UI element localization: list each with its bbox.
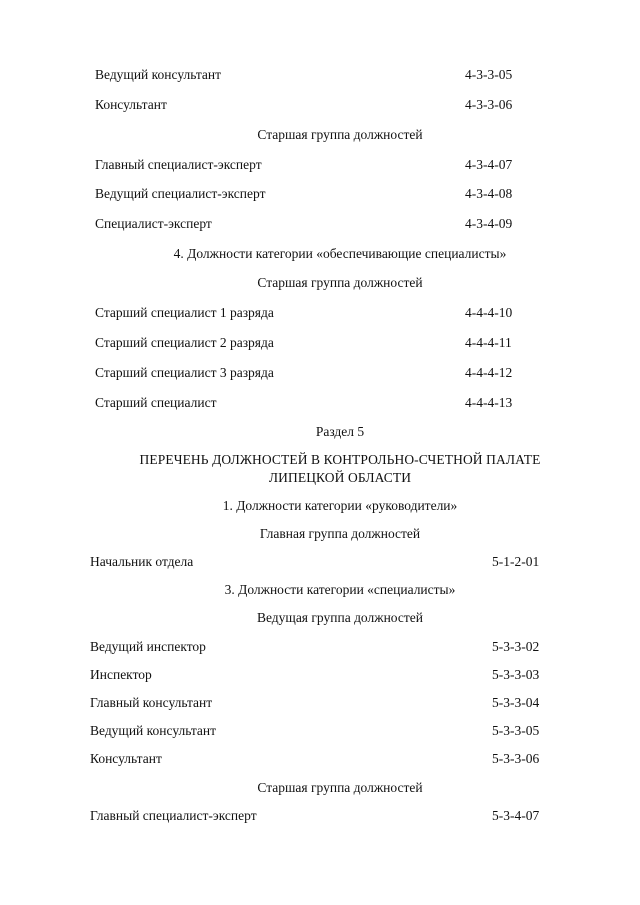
position-code: 4-4-4-13	[465, 395, 513, 410]
category-heading: 3. Должности категории «специалисты»	[224, 582, 456, 597]
position-code: 5-1-2-01	[492, 554, 540, 569]
group-heading: Старшая группа должностей	[257, 127, 423, 142]
position-name: Ведущий инспектор	[90, 639, 206, 654]
position-code: 4-4-4-12	[465, 365, 513, 380]
position-name: Консультант	[95, 97, 167, 112]
group-heading: Главная группа должностей	[259, 526, 421, 541]
category-heading: 4. Должности категории «обеспечивающие специалисты»	[173, 246, 507, 261]
position-name: Инспектор	[90, 667, 152, 682]
position-code: 4-3-4-09	[465, 216, 513, 231]
group-heading: Старшая группа должностей	[257, 780, 423, 795]
group-heading: Старшая группа должностей	[257, 275, 423, 290]
position-code: 4-3-3-06	[465, 97, 513, 112]
position-name: Специалист-эксперт	[95, 216, 212, 231]
position-code: 4-3-3-05	[465, 67, 513, 82]
group-heading: Ведущая группа должностей	[256, 610, 423, 625]
position-name: Ведущий консультант	[95, 67, 222, 82]
position-code: 5-3-3-05	[492, 723, 540, 738]
position-name: Главный консультант	[90, 695, 213, 710]
section-title-line-2: ЛИПЕЦКОЙ ОБЛАСТИ	[268, 470, 412, 485]
position-code: 5-3-3-06	[492, 751, 540, 766]
position-code: 4-3-4-08	[465, 186, 513, 201]
position-code: 5-3-3-03	[492, 667, 540, 682]
position-code: 5-3-3-02	[492, 639, 540, 654]
position-code: 5-3-3-04	[492, 695, 540, 710]
position-code: 4-3-4-07	[465, 157, 513, 172]
position-name: Консультант	[90, 751, 162, 766]
position-name: Старший специалист	[95, 395, 217, 410]
position-name: Старший специалист 1 разряда	[95, 305, 274, 320]
category-heading: 1. Должности категории «руководители»	[222, 498, 458, 513]
position-code: 5-3-4-07	[492, 808, 540, 823]
position-name: Ведущий специалист-эксперт	[95, 186, 266, 201]
position-name: Ведущий консультант	[90, 723, 217, 738]
position-name: Главный специалист-эксперт	[95, 157, 262, 172]
position-name: Начальник отдела	[90, 554, 194, 569]
position-code: 4-4-4-10	[465, 305, 513, 320]
position-name: Старший специалист 2 разряда	[95, 335, 274, 350]
position-name: Главный специалист-эксперт	[90, 808, 257, 823]
section-title-line-1: ПЕРЕЧЕНЬ ДОЛЖНОСТЕЙ В КОНТРОЛЬНО-СЧЕТНОЙ ПАЛАТЕ	[139, 452, 541, 467]
section-label: Раздел 5	[315, 424, 365, 439]
position-code: 4-4-4-11	[465, 335, 512, 350]
position-name: Старший специалист 3 разряда	[95, 365, 274, 380]
